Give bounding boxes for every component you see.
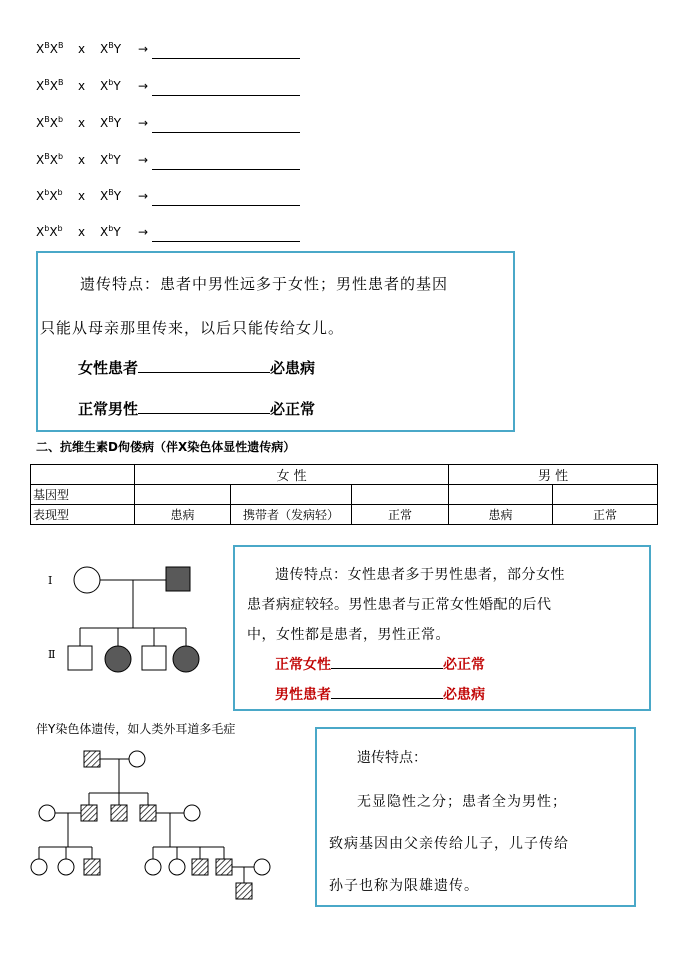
section-title-y: 伴Y染色体遗传，如人类外耳道多毛症 [36,722,236,736]
normal-female-symbol [31,859,47,875]
male-header: 男 性 [449,465,658,485]
answer-blank[interactable] [331,697,443,699]
xd-question-male [275,684,485,704]
xr-q1-prefix: 女性患者 [78,359,139,377]
male-genotype: $X^bY$ [100,224,121,239]
female-genotype: $X^bX^b$ [36,188,63,203]
genotype-row-label: 基因型 [31,485,135,505]
normal-female-symbol [129,751,145,767]
xd-q1-suffix: 必正常 [443,657,485,673]
cross-row [36,39,300,59]
y-feature-line3: 致病基因由父亲传给儿子，儿子传给 [329,836,569,852]
affected-female-symbol [173,646,199,672]
section-title-xd: 二、抗维生素D佝偻病（伴X染色体显性遗传病） [36,440,296,454]
generation-label-2: Ⅱ [48,648,56,661]
cross-symbol: x [78,116,86,130]
affected-male-symbol [111,805,127,821]
answer-blank[interactable] [152,82,300,96]
xr-q2-suffix: 必正常 [270,400,316,418]
cross-row [36,222,300,242]
normal-female-symbol [254,859,270,875]
answer-blank[interactable] [152,192,300,206]
female-genotype: $X^BX^B$ [36,41,64,56]
cross-row [36,113,300,133]
xd-feature-box [233,545,651,711]
affected-female-symbol [105,646,131,672]
answer-blank[interactable] [138,412,270,414]
affected-male-symbol [140,805,156,821]
female-genotype: $X^bX^b$ [36,224,63,239]
phenotype-cell: 患病 [135,505,231,525]
xr-feature-line1: 遗传特点：患者中男性远多于女性；男性患者的基因 [80,275,449,293]
phenotype-cell: 携带者（发病轻） [231,505,352,525]
affected-male-symbol [166,567,190,591]
pedigree-xd [40,560,210,680]
y-feature-box [315,727,636,907]
cross-symbol: x [78,189,86,203]
male-genotype: $X^BY$ [100,41,122,56]
genotype-cell[interactable] [135,485,231,505]
affected-male-symbol [192,859,208,875]
answer-blank[interactable] [138,371,270,373]
answer-blank[interactable] [152,119,300,133]
cross-row [36,186,300,206]
xd-q2-prefix: 男性患者 [275,687,331,703]
female-genotype: $X^BX^b$ [36,115,64,130]
xd-feature-line3: 中，女性都是患者，男性正常。 [247,627,450,643]
affected-male-symbol [81,805,97,821]
male-genotype: $X^bY$ [100,78,121,93]
arrow-icon: → [138,189,149,203]
genotype-cell[interactable] [231,485,352,505]
phenotype-cell: 患病 [449,505,553,525]
genotype-cell[interactable] [449,485,553,505]
female-genotype: $X^BX^B$ [36,78,64,93]
cross-symbol: x [78,225,86,239]
answer-blank[interactable] [152,45,300,59]
xr-feature-box [36,251,515,432]
affected-male-symbol [216,859,232,875]
y-feature-line4: 孙子也称为限雄遗传。 [329,878,479,894]
male-genotype: $X^BY$ [100,188,122,203]
xd-feature-line2: 患者病症较轻。男性患者与正常女性婚配的后代 [247,597,552,613]
male-genotype: $X^BY$ [100,115,122,130]
normal-female-symbol [145,859,161,875]
table-corner [31,465,135,485]
genotype-cell[interactable] [553,485,658,505]
y-feature-line1: 遗传特点： [357,750,427,766]
normal-female-symbol [58,859,74,875]
arrow-icon: → [138,225,149,239]
normal-male-symbol [142,646,166,670]
arrow-icon: → [138,42,149,56]
genotype-table [30,464,658,525]
female-header: 女 性 [135,465,449,485]
xr-q2-prefix: 正常男性 [78,400,139,418]
cross-row [36,150,300,170]
normal-female-symbol [39,805,55,821]
xr-feature-line2: 只能从母亲那里传来，以后只能传给女儿。 [40,319,345,337]
y-feature-line2: 无显隐性之分；患者全为男性； [357,794,567,810]
xd-feature-line1: 遗传特点：女性患者多于男性患者，部分女性 [275,567,565,583]
phenotype-cell: 正常 [553,505,658,525]
pedigree-y [28,745,278,905]
normal-male-symbol [68,646,92,670]
normal-female-symbol [184,805,200,821]
answer-blank[interactable] [152,156,300,170]
genotype-cell[interactable] [352,485,449,505]
generation-label-1: Ⅰ [48,574,53,587]
answer-blank[interactable] [331,667,443,669]
phenotype-cell: 正常 [352,505,449,525]
xr-question-female [78,357,315,378]
affected-male-symbol [84,751,100,767]
xr-q1-suffix: 必患病 [270,359,316,377]
cross-row [36,76,300,96]
xr-question-male [78,398,315,419]
female-genotype: $X^BX^b$ [36,152,64,167]
xd-question-female [275,654,485,674]
cross-symbol: x [78,42,86,56]
xd-q1-prefix: 正常女性 [275,657,331,673]
phenotype-row-label: 表现型 [31,505,135,525]
answer-blank[interactable] [152,228,300,242]
normal-female-symbol [169,859,185,875]
cross-symbol: x [78,79,86,93]
arrow-icon: → [138,116,149,130]
male-genotype: $X^bY$ [100,152,121,167]
arrow-icon: → [138,153,149,167]
affected-male-symbol [236,883,252,899]
cross-symbol: x [78,153,86,167]
affected-male-symbol [84,859,100,875]
xd-q2-suffix: 必患病 [443,687,485,703]
arrow-icon: → [138,79,149,93]
normal-female-symbol [74,567,100,593]
